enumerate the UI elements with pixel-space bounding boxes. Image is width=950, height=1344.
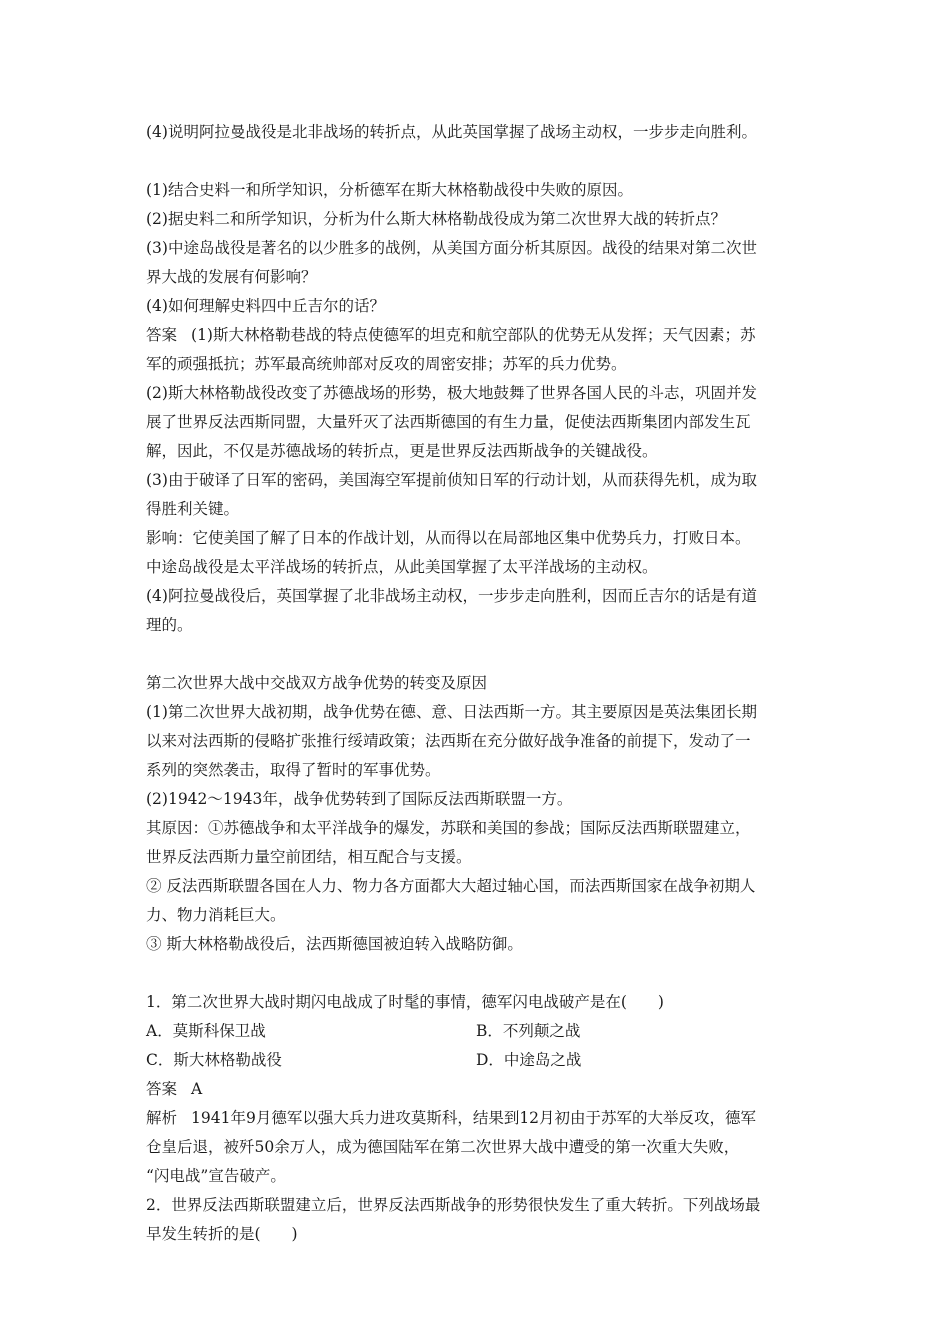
question-line: (1)结合史料一和所学知识，分析德军在斯大林格勒战役中失败的原因。 <box>146 181 633 199</box>
summary-line: ② 反法西斯联盟各国在人力、物力各方面都大大超过轴心国，而法西斯国家在战争初期人 <box>146 877 756 895</box>
answer-line: 军的顽强抵抗；苏军最高统帅部对反攻的周密安排；苏军的兵力优势。 <box>146 355 627 373</box>
q1-analysis-line: 仓皇后退，被歼50余万人，成为德国陆军在第二次世界大战中遭受的第一次重大失败， <box>146 1138 740 1156</box>
answer-line: 展了世界反法西斯同盟，大量歼灭了法西斯德国的有生力量，促使法西斯集团内部发生瓦 <box>146 413 751 431</box>
answer-line: 理的。 <box>146 616 193 634</box>
summary-line: 力、物力消耗巨大。 <box>146 906 286 924</box>
question-line: (4)如何理解史料四中丘吉尔的话？ <box>146 297 385 315</box>
q2-stem: 早发生转折的是( ) <box>146 1225 298 1243</box>
summary-line: ③ 斯大林格勒战役后，法西斯德国被迫转入战略防御。 <box>146 935 523 953</box>
q1-analysis <box>146 1104 814 1133</box>
summary-line: 其原因：①苏德战争和太平洋战争的爆发，苏联和美国的参战；国际反法西斯联盟建立， <box>146 819 751 837</box>
q2-stem: 2．世界反法西斯联盟建立后，世界反法西斯战争的形势很快发生了重大转折。下列战场最 <box>146 1196 761 1214</box>
summary-line: 世界反法西斯力量空前团结，相互配合与支援。 <box>146 848 472 866</box>
question-line: 界大战的发展有何影响？ <box>146 268 317 286</box>
paragraph: (4)说明阿拉曼战役是北非战场的转折点，从此英国掌握了战场主动权，一步步走向胜利。 <box>146 123 757 141</box>
q1-option-c: C．斯大林格勒战役 <box>146 1051 282 1069</box>
question-line: (3)中途岛战役是著名的以少胜多的战例，从美国方面分析其原因。战役的结果对第二次世 <box>146 239 757 257</box>
answer-line <box>146 321 814 350</box>
q1-stem: 1．第二次世界大战时期闪电战成了时髦的事情，德军闪电战破产是在( ) <box>146 993 664 1011</box>
analysis-label: 解析 <box>146 1109 178 1127</box>
summary-line: (2)1942～1943年，战争优势转到了国际反法西斯联盟一方。 <box>146 790 573 808</box>
summary-line: 系列的突然袭击，取得了暂时的军事优势。 <box>146 761 441 779</box>
analysis-text: 1941年9月德军以强大兵力进攻莫斯科，结果到12月初由于苏军的大举反攻，德军 <box>191 1109 757 1127</box>
summary-line: 以来对法西斯的侵略扩张推行绥靖政策；法西斯在充分做好战争准备的前提下，发动了一 <box>146 732 751 750</box>
spacer <box>146 959 814 988</box>
spacer <box>146 640 814 669</box>
answer-value: A <box>191 1080 203 1098</box>
q1-options-row <box>146 1017 814 1046</box>
answer-label: 答案 <box>146 326 178 344</box>
answer-line: 解，因此，不仅是苏德战场的转折点，更是世界反法西斯战争的关键战役。 <box>146 442 658 460</box>
q1-option-a: A．莫斯科保卫战 <box>146 1022 266 1040</box>
summary-title: 第二次世界大战中交战双方战争优势的转变及原因 <box>146 674 488 692</box>
question-line: (2)据史料二和所学知识，分析为什么斯大林格勒战役成为第二次世界大战的转折点？ <box>146 210 726 228</box>
answer-line: (4)阿拉曼战役后，英国掌握了北非战场主动权，一步步走向胜利，因而丘吉尔的话是有道 <box>146 587 757 605</box>
document-page <box>146 118 814 1249</box>
answer-line: 中途岛战役是太平洋战场的转折点，从此美国掌握了太平洋战场的主动权。 <box>146 558 658 576</box>
answer-line: (3)由于破译了日军的密码，美国海空军提前侦知日军的行动计划，从而获得先机，成为取 <box>146 471 757 489</box>
q1-answer <box>146 1075 814 1104</box>
answer-line: (2)斯大林格勒战役改变了苏德战场的形势，极大地鼓舞了世界各国人民的斗志，巩固并发 <box>146 384 757 402</box>
q1-options-row <box>146 1046 814 1075</box>
q1-option-d: D．中途岛之战 <box>476 1051 582 1069</box>
summary-line: (1)第二次世界大战初期，战争优势在德、意、日法西斯一方。其主要原因是英法集团长期 <box>146 703 757 721</box>
answer-line: 影响：它使美国了解了日本的作战计划，从而得以在局部地区集中优势兵力，打败日本。 <box>146 529 751 547</box>
spacer <box>146 147 814 176</box>
answer-label: 答案 <box>146 1080 178 1098</box>
answer-line: 得胜利关键。 <box>146 500 240 518</box>
q1-analysis-line: “闪电战”宣告破产。 <box>146 1167 286 1185</box>
q1-option-b: B．不列颠之战 <box>476 1022 581 1040</box>
answer-text: (1)斯大林格勒巷战的特点使德军的坦克和航空部队的优势无从发挥；天气因素；苏 <box>191 326 756 344</box>
